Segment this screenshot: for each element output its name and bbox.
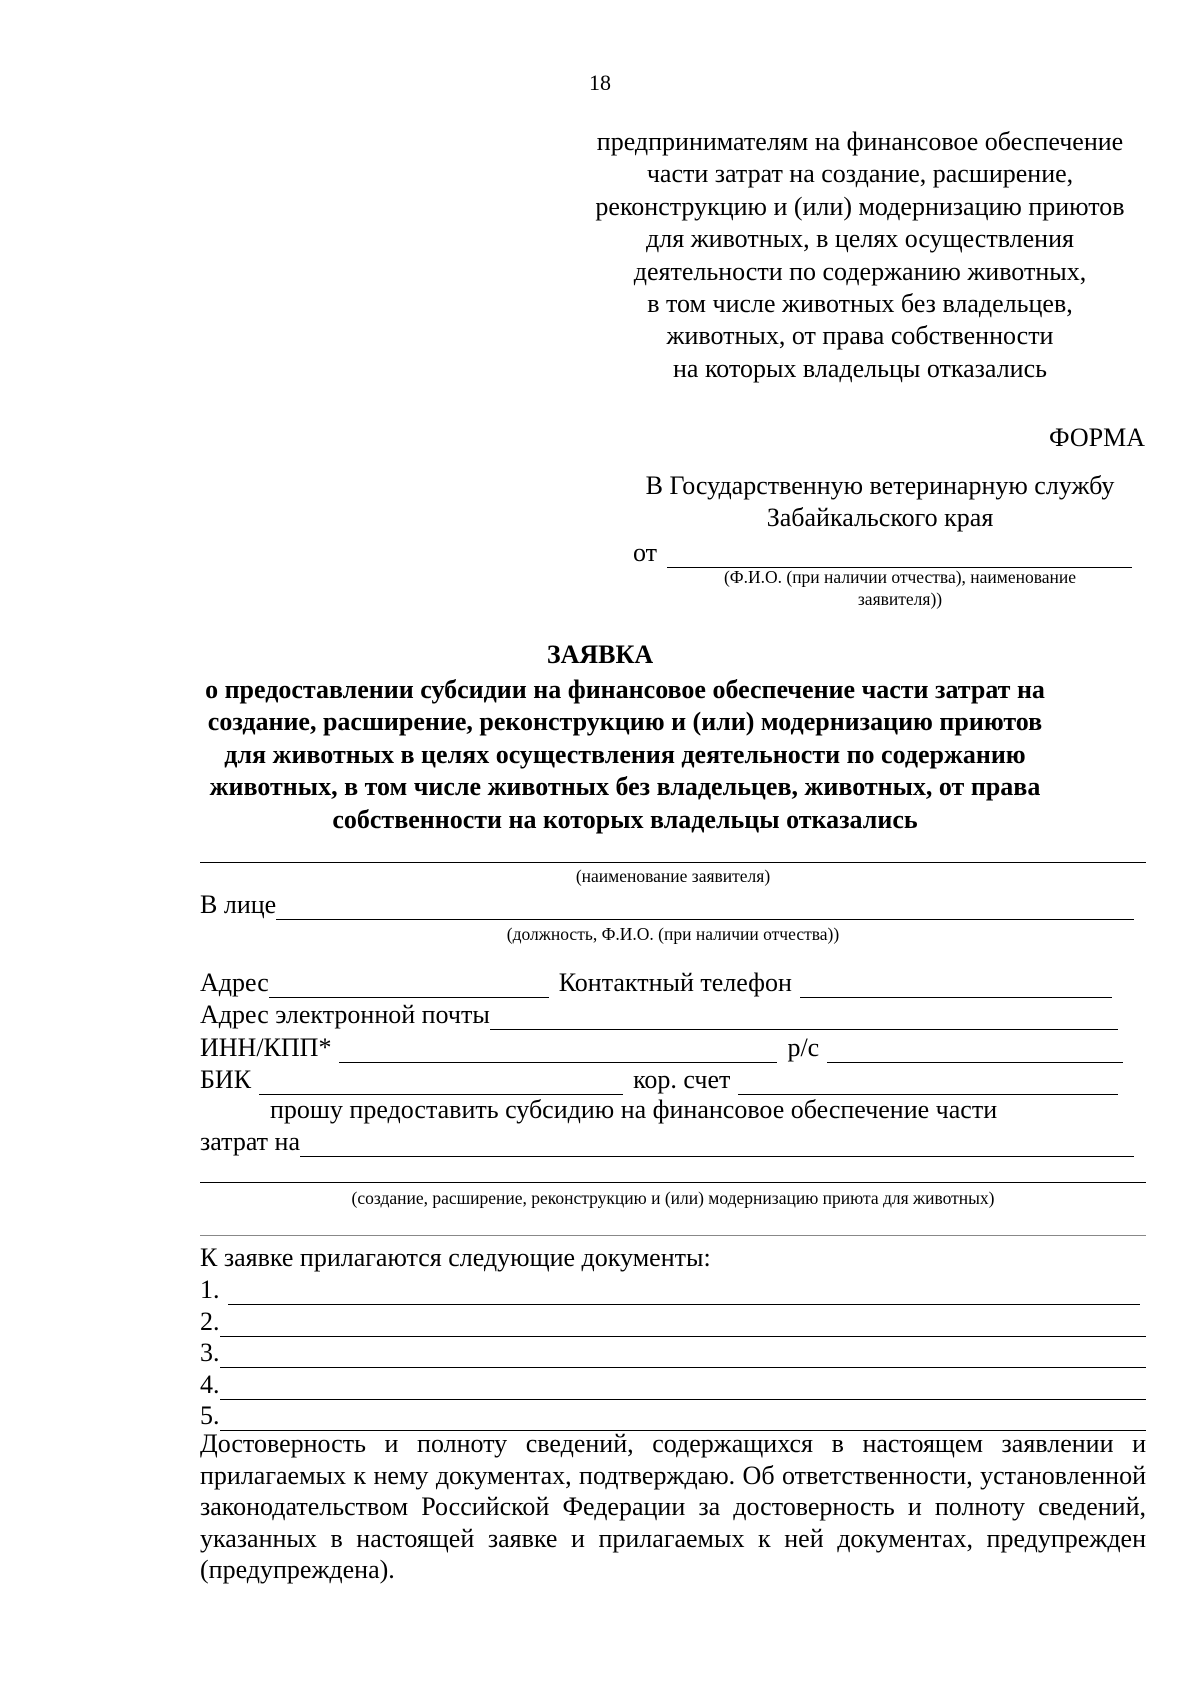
account-label: р/с	[787, 1033, 820, 1062]
inn-account-row	[200, 1033, 1123, 1063]
address-phone-row	[200, 968, 1112, 998]
attachment-item-2	[200, 1307, 1146, 1337]
subtitle-line: для животных в целях осуществления деятельности по содержанию	[224, 739, 1026, 769]
from-label: от	[633, 538, 658, 567]
represented-by-label: В лице	[200, 890, 277, 919]
attachment-number: 2.	[200, 1307, 220, 1336]
header-line: реконструкцию и (или) модернизацию приютов	[595, 191, 1125, 221]
corr-account-field[interactable]	[738, 1070, 1118, 1095]
attachment-number: 4.	[200, 1370, 220, 1399]
from-field[interactable]	[667, 543, 1132, 568]
inn-kpp-label: ИНН/КПП*	[200, 1033, 332, 1062]
attachment-item-1	[200, 1275, 1140, 1305]
applicant-caption: (наименование заявителя)	[575, 866, 771, 886]
header-line: предпринимателям на финансовое обеспечение	[596, 127, 1124, 156]
header-line: животных, от права собственности	[666, 321, 1054, 351]
represented-by-field[interactable]	[276, 895, 1134, 920]
attachment-item-5	[200, 1401, 1146, 1431]
addressee-line-1: В Государственную ветеринарную службу	[645, 471, 1115, 500]
bik-corr-row	[200, 1065, 1118, 1095]
subtitle-line: животных, в том числе животных без владельцев, животных, от права	[209, 772, 1041, 802]
phone-label: Контактный телефон	[558, 968, 792, 997]
represented-by-row	[200, 890, 1134, 920]
header-line: части затрат на создание, расширение,	[646, 159, 1074, 189]
bik-field[interactable]	[259, 1070, 623, 1095]
header-line: в том числе животных без владельцев,	[647, 289, 1073, 319]
purpose-field[interactable]	[300, 1132, 1134, 1157]
from-caption	[680, 566, 1120, 610]
attachment-item-4	[200, 1370, 1146, 1400]
bik-label: БИК	[200, 1065, 252, 1094]
attachment-field[interactable]	[220, 1375, 1146, 1400]
inn-kpp-field[interactable]	[339, 1038, 777, 1063]
purpose-row	[200, 1127, 1134, 1157]
attachment-number: 3.	[200, 1338, 220, 1367]
subtitle-line: создание, расширение, реконструкцию и (или) модернизацию приютов	[207, 707, 1043, 737]
page-number: 18	[589, 70, 611, 95]
from-caption-line: заявителя))	[857, 589, 943, 609]
addressee-block	[560, 470, 1200, 534]
attachment-item-3	[200, 1338, 1146, 1368]
forma-label: ФОРМА	[1049, 423, 1145, 452]
header-line: для животных, в целях осуществления	[646, 224, 1074, 254]
from-caption-line: (Ф.И.О. (при наличии отчества), наименование	[723, 567, 1077, 587]
address-label: Адрес	[200, 968, 269, 997]
document-subtitle	[195, 674, 1055, 836]
applicant-name-field[interactable]	[200, 862, 1146, 863]
attachments-heading: К заявке прилагаются следующие документы:	[200, 1243, 711, 1272]
email-row	[200, 1000, 1118, 1030]
address-field[interactable]	[269, 973, 549, 998]
attachment-field[interactable]	[220, 1343, 1146, 1368]
attachment-field[interactable]	[220, 1312, 1146, 1337]
phone-field[interactable]	[800, 973, 1112, 998]
purpose-caption: (создание, расширение, реконструкцию и (или) модернизацию приюта для животных)	[351, 1188, 995, 1208]
request-text: прошу предоставить субсидию на финансовое обеспечение части	[270, 1095, 998, 1124]
separator-line	[200, 1235, 1146, 1236]
addressee-line-2: Забайкальского края	[766, 503, 994, 532]
document-title: ЗАЯВКА	[546, 640, 654, 669]
from-row	[633, 538, 1132, 568]
confirmation-text: Достоверность и полноту сведений, содержащихся в настоящем заявлении и прилагаемых к нему документах, подтверждаю. Об ответственности, установленной законодательством Российской Федерации за достоверность и полноту сведений, указанных в настоящей заявке и прилагаемых к ней документах, предупрежден (предупреждена).	[200, 1429, 1146, 1585]
subtitle-line: о предоставлении субсидии на финансовое обеспечение части затрат на	[205, 675, 1045, 704]
attachment-number: 1.	[200, 1275, 220, 1304]
corr-account-label: кор. счет	[633, 1065, 731, 1094]
email-label: Адрес электронной почты	[200, 1000, 490, 1029]
header-block	[540, 126, 1180, 385]
represented-by-caption: (должность, Ф.И.О. (при наличии отчества))	[506, 924, 840, 944]
purpose-field-2[interactable]	[200, 1182, 1146, 1183]
header-line: на которых владельцы отказались	[673, 353, 1047, 383]
attachment-number: 5.	[200, 1401, 220, 1430]
purpose-label: затрат на	[200, 1127, 301, 1156]
email-field[interactable]	[490, 1005, 1118, 1030]
attachment-field[interactable]	[228, 1280, 1140, 1305]
subtitle-line: собственности на которых владельцы отказались	[332, 804, 918, 834]
header-line: деятельности по содержанию животных,	[633, 256, 1087, 286]
account-field[interactable]	[827, 1038, 1123, 1063]
